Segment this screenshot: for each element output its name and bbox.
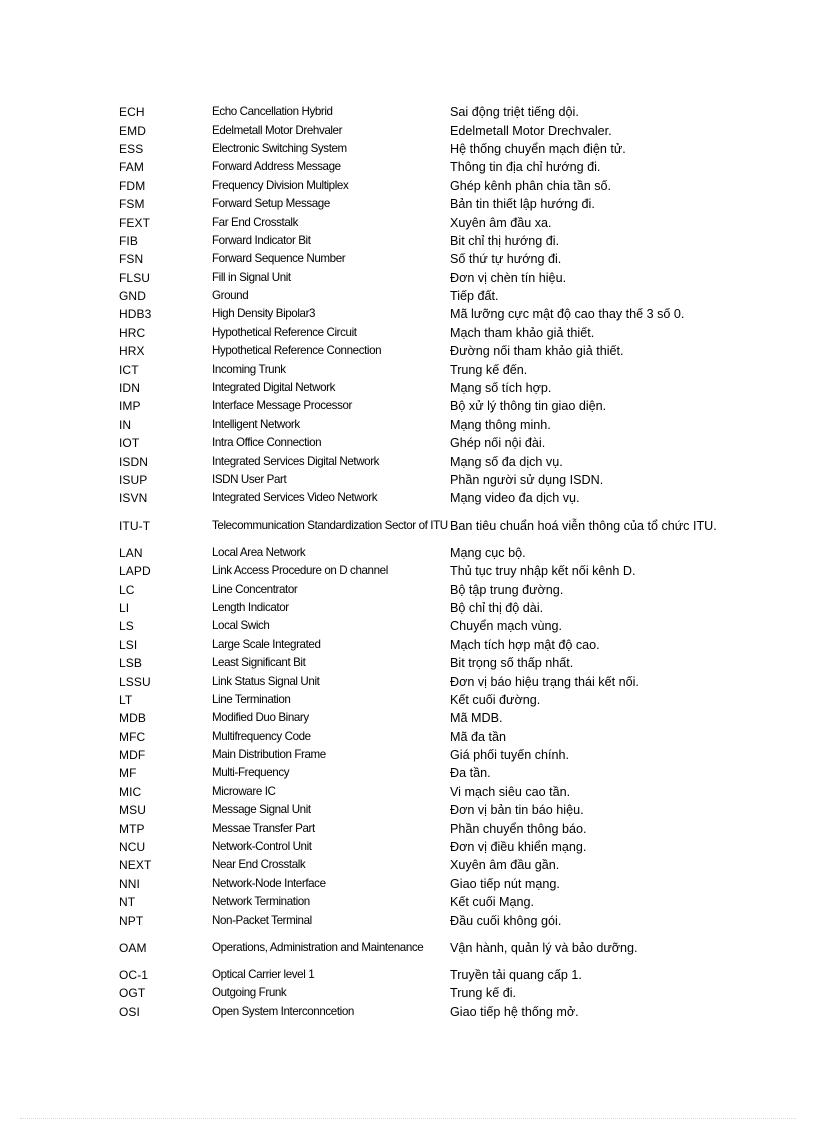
abbreviation: FAM xyxy=(119,160,144,175)
abbreviation: ISDN xyxy=(119,454,149,469)
abbreviation: ISVN xyxy=(119,491,148,506)
term: Large Scale Integrated xyxy=(212,637,321,651)
glossary-row xyxy=(119,471,719,489)
meaning: Vi mạch siêu cao tần. xyxy=(450,784,571,799)
meaning: Mạng thông minh. xyxy=(450,417,551,432)
glossary-row xyxy=(119,709,719,727)
page-bottom-divider xyxy=(20,1118,796,1119)
meaning: Edelmetall Motor Drechvaler. xyxy=(450,123,612,138)
glossary-row xyxy=(119,728,719,746)
term: Open System Interconncetion xyxy=(212,1004,354,1018)
meaning: Giao tiếp hệ thống mở. xyxy=(450,1004,579,1019)
meaning: Mạng số tích hợp. xyxy=(450,381,552,396)
abbreviation: MFC xyxy=(119,729,146,744)
glossary-row xyxy=(119,489,719,507)
abbreviation: NCU xyxy=(119,840,146,855)
abbreviation: FDM xyxy=(119,178,146,193)
term: Echo Cancellation Hybrid xyxy=(212,105,333,119)
meaning: Mạng số đa dịch vụ. xyxy=(450,454,563,469)
abbreviation: FLSU xyxy=(119,270,151,285)
abbreviation: ECH xyxy=(119,105,145,120)
abbreviation: MTP xyxy=(119,821,145,836)
meaning: Mã lưỡng cực mật độ cao thay thế 3 số 0. xyxy=(450,307,685,322)
term: Interface Message Processor xyxy=(212,399,352,413)
term: High Density Bipolar3 xyxy=(212,307,316,321)
glossary-row xyxy=(119,287,719,305)
term: Forward Sequence Number xyxy=(212,252,346,266)
term: Fill in Signal Unit xyxy=(212,270,291,284)
term: Line Concentrator xyxy=(212,582,298,596)
meaning: Bản tin thiết lập hướng đi. xyxy=(450,197,595,212)
meaning: Hệ thống chuyển mạch điện tử. xyxy=(450,141,626,156)
meaning: Số thứ tự hướng đi. xyxy=(450,252,562,267)
term: Local Area Network xyxy=(212,545,306,559)
meaning: Bit trọng số thấp nhất. xyxy=(450,656,574,671)
glossary-row xyxy=(119,360,719,378)
abbreviation: MF xyxy=(119,766,137,781)
glossary-row xyxy=(119,416,719,434)
meaning: Bit chỉ thị hướng đi. xyxy=(450,233,560,248)
abbreviation: IMP xyxy=(119,399,141,414)
glossary-row xyxy=(119,875,719,893)
glossary-row xyxy=(119,819,719,837)
meaning: Ban tiêu chuẩn hoá viễn thông của tổ chức ITU. xyxy=(450,518,717,533)
meaning: Đơn vị báo hiệu trạng thái kết nối. xyxy=(450,674,639,689)
glossary-row xyxy=(119,1003,719,1021)
glossary-row xyxy=(119,544,719,562)
meaning: Mạng cục bộ. xyxy=(450,545,526,560)
term: Modified Duo Binary xyxy=(212,711,309,725)
meaning: Kết cuối Mạng. xyxy=(450,895,535,910)
abbreviation: FEXT xyxy=(119,215,151,230)
glossary-row xyxy=(119,269,719,287)
abbreviation: MDF xyxy=(119,748,146,763)
abbreviation: EMD xyxy=(119,123,146,138)
glossary-row xyxy=(119,783,719,801)
term: Messae Transfer Part xyxy=(212,821,315,835)
term: Incoming Trunk xyxy=(212,362,286,376)
meaning: Mã MDB. xyxy=(450,711,503,726)
term: Intra Office Connection xyxy=(212,436,322,450)
abbreviation: FIB xyxy=(119,233,138,248)
meaning: Thông tin địa chỉ hướng đi. xyxy=(450,160,601,175)
meaning: Đơn vị điều khiển mạng. xyxy=(450,840,587,855)
glossary-row xyxy=(119,636,719,654)
term: Intelligent Network xyxy=(212,417,300,431)
term: Operations, Administration and Maintenance xyxy=(212,940,424,954)
abbreviation: HRX xyxy=(119,344,145,359)
term: Forward Setup Message xyxy=(212,197,330,211)
term: Optical Carrier level 1 xyxy=(212,967,315,981)
glossary-row xyxy=(119,434,719,452)
abbreviation: OAM xyxy=(119,940,147,955)
glossary-row xyxy=(119,158,719,176)
meaning: Giao tiếp nút mạng. xyxy=(450,876,560,891)
term: Length Indicator xyxy=(212,600,289,614)
term: Network Termination xyxy=(212,895,310,909)
term: Multi-Frequency xyxy=(212,766,290,780)
term: Link Status Signal Unit xyxy=(212,674,320,688)
glossary-row xyxy=(119,672,719,690)
abbreviation: ESS xyxy=(119,141,144,156)
term: Microware IC xyxy=(212,784,276,798)
meaning: Tiếp đất. xyxy=(450,289,499,304)
term: Hypothetical Reference Connection xyxy=(212,344,382,358)
term: Non-Packet Terminal xyxy=(212,913,312,927)
term: ISDN User Part xyxy=(212,473,287,486)
glossary-row xyxy=(119,121,719,139)
term: Hypothetical Reference Circuit xyxy=(212,325,357,339)
abbreviation: MDB xyxy=(119,711,146,726)
glossary-row xyxy=(119,654,719,672)
abbreviation: OGT xyxy=(119,986,146,1001)
glossary-row xyxy=(119,103,719,121)
glossary-row xyxy=(119,599,719,617)
meaning: Bộ tập trung đường. xyxy=(450,582,564,597)
abbreviation: FSN xyxy=(119,252,144,267)
term: Main Distribution Frame xyxy=(212,748,326,762)
glossary-row xyxy=(119,984,719,1002)
glossary-row xyxy=(119,838,719,856)
abbreviation: NT xyxy=(119,895,136,910)
meaning: Đường nối tham khảo giả thiết. xyxy=(450,344,624,359)
abbreviation: NNI xyxy=(119,876,140,891)
meaning: Ghép nối nội đài. xyxy=(450,436,546,451)
abbreviation: LAPD xyxy=(119,564,151,579)
term: Electronic Switching System xyxy=(212,141,347,155)
glossary-row xyxy=(119,930,719,966)
abbreviation: NPT xyxy=(119,913,144,928)
glossary-row xyxy=(119,379,719,397)
term: Link Access Procedure on D channel xyxy=(212,564,388,578)
meaning: Phần người sử dụng ISDN. xyxy=(450,473,604,487)
term: Frequency Division Multiplex xyxy=(212,178,349,192)
abbreviation: LC xyxy=(119,582,135,597)
term: Near End Crosstalk xyxy=(212,858,306,872)
abbreviation: LSI xyxy=(119,637,138,652)
glossary-row xyxy=(119,232,719,250)
abbreviation: HRC xyxy=(119,325,146,340)
abbreviation: LI xyxy=(119,600,130,615)
meaning: Vận hành, quản lý và bảo dưỡng. xyxy=(450,940,638,955)
meaning: Phần chuyển thông báo. xyxy=(450,821,587,836)
glossary-row xyxy=(119,324,719,342)
abbreviation: HDB3 xyxy=(119,307,152,322)
glossary-row xyxy=(119,250,719,268)
abbreviation: ITU-T xyxy=(119,518,151,533)
meaning: Đơn vị chèn tín hiệu. xyxy=(450,270,567,285)
term: Message Signal Unit xyxy=(212,803,311,817)
glossary-row xyxy=(119,195,719,213)
meaning: Đơn vị bản tin báo hiệu. xyxy=(450,803,584,818)
glossary-row xyxy=(119,562,719,580)
abbreviation: LS xyxy=(119,619,134,634)
abbreviation: FSM xyxy=(119,197,145,212)
meaning: Mạng video đa dịch vụ. xyxy=(450,491,580,506)
glossary-row xyxy=(119,893,719,911)
abbreviation: MIC xyxy=(119,784,142,799)
glossary-row xyxy=(119,397,719,415)
abbreviation: LSB xyxy=(119,656,142,671)
abbreviation: LSSU xyxy=(119,674,151,689)
meaning: Mã đa tần xyxy=(450,729,507,744)
glossary-row xyxy=(119,452,719,470)
abbreviation: OC-1 xyxy=(119,967,149,982)
glossary-row xyxy=(119,691,719,709)
meaning: Chuyển mạch vùng. xyxy=(450,619,563,634)
term: Local Swich xyxy=(212,619,270,633)
meaning: Thủ tục truy nhập kết nối kênh D. xyxy=(450,564,636,579)
abbreviation: LAN xyxy=(119,545,143,560)
meaning: Bộ chỉ thị độ dài. xyxy=(450,600,544,615)
meaning: Mạch tích hợp mật độ cao. xyxy=(450,637,600,652)
term: Least Significant Bit xyxy=(212,656,306,670)
abbreviation: ICT xyxy=(119,362,139,377)
abbreviation: NEXT xyxy=(119,858,152,873)
glossary-row xyxy=(119,617,719,635)
term: Line Termination xyxy=(212,692,291,706)
meaning: Xuyên âm đầu xa. xyxy=(450,215,552,230)
term: Telecommunication Standardization Sector of ITU xyxy=(212,518,448,532)
term: Integrated Services Digital Network xyxy=(212,454,380,468)
meaning: Mạch tham khảo giả thiết. xyxy=(450,325,595,340)
meaning: Sai động triệt tiếng dội. xyxy=(450,105,579,120)
abbreviation: LT xyxy=(119,692,133,707)
glossary-row xyxy=(119,305,719,323)
term: Forward Indicator Bit xyxy=(212,233,311,247)
meaning: Truyền tải quang cấp 1. xyxy=(450,967,582,982)
glossary-row xyxy=(119,856,719,874)
term: Outgoing Frunk xyxy=(212,986,287,1000)
abbreviation: GND xyxy=(119,289,146,304)
term: Forward Address Message xyxy=(212,160,341,174)
glossary-row xyxy=(119,508,719,544)
meaning: Đa tần. xyxy=(450,766,491,781)
glossary-row xyxy=(119,966,719,984)
meaning: Trung kế đi. xyxy=(450,986,517,1001)
term: Far End Crosstalk xyxy=(212,215,298,229)
meaning: Ghép kênh phân chia tần số. xyxy=(450,178,612,193)
glossary-row xyxy=(119,140,719,158)
meaning: Xuyên âm đầu gần. xyxy=(450,858,560,873)
term: Edelmetall Motor Drehvaler xyxy=(212,123,343,137)
meaning: Giá phối tuyến chính. xyxy=(450,748,570,763)
glossary-row xyxy=(119,764,719,782)
abbreviation: OSI xyxy=(119,1004,140,1019)
term: Multifrequency Code xyxy=(212,729,311,743)
glossary-row xyxy=(119,911,719,929)
glossary-row xyxy=(119,213,719,231)
glossary-row xyxy=(119,746,719,764)
term: Integrated Digital Network xyxy=(212,381,335,395)
glossary-row xyxy=(119,801,719,819)
meaning: Bộ xử lý thông tin giao diện. xyxy=(450,399,607,414)
term: Network-Control Unit xyxy=(212,840,312,854)
abbreviation: IOT xyxy=(119,436,140,451)
abbreviation: ISUP xyxy=(119,473,148,487)
abbreviation: IN xyxy=(119,417,132,432)
term: Integrated Services Video Network xyxy=(212,491,378,505)
abbreviation: IDN xyxy=(119,381,140,396)
meaning: Trung kế đến. xyxy=(450,362,528,377)
abbreviation: MSU xyxy=(119,803,146,818)
meaning: Kết cuối đường. xyxy=(450,692,541,707)
meaning: Đầu cuối không gói. xyxy=(450,913,562,928)
glossary-row xyxy=(119,177,719,195)
glossary-row xyxy=(119,580,719,598)
glossary-row xyxy=(119,342,719,360)
term: Network-Node Interface xyxy=(212,876,326,890)
glossary-table xyxy=(119,103,719,1021)
term: Ground xyxy=(212,289,249,303)
